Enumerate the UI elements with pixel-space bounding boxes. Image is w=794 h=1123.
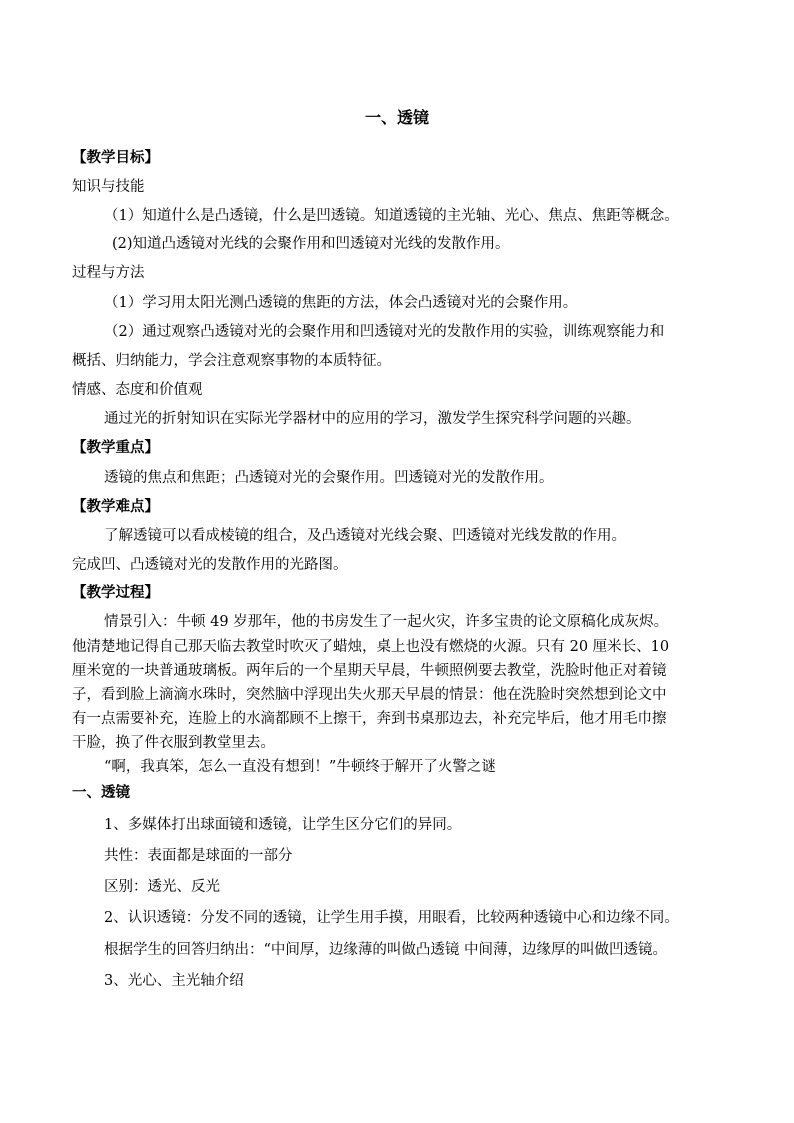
paragraph-line: 概括、归纳能力，学会注意观察事物的本质特征。 bbox=[72, 353, 391, 369]
paragraph-line: 共性：表面都是球面的一部分 bbox=[104, 848, 293, 864]
paragraph-line: 1、多媒体打出球面镜和透镜，让学生区分它们的异同。 bbox=[104, 817, 462, 833]
section-heading-lens: 一、透镜 bbox=[72, 785, 130, 801]
paragraph-line: (2)知道凸透镜对光线的会聚作用和凹透镜对光线的发散作用。 bbox=[112, 236, 510, 252]
paragraph-line: 通过光的折射知识在实际光学器材中的应用的学习，激发学生探究科学问题的兴趣。 bbox=[104, 411, 641, 427]
section-heading-difficulties: 【教学难点】 bbox=[72, 499, 159, 515]
paragraph-line: （1）学习用太阳光测凸透镜的焦距的方法，体会凸透镜对光的会聚作用。 bbox=[104, 295, 578, 311]
paragraph-line: 3、光心、主光轴介绍 bbox=[104, 973, 244, 989]
paragraph-line: 他清楚地记得自己那天临去教堂时吹灭了蜡烛，桌上也没有燃烧的火源。只有 20 厘米长、10 bbox=[72, 639, 670, 655]
paragraph-line: 了解透镜可以看成棱镜的组合，及凸透镜对光线会聚、凹透镜对光线发散的作用。 bbox=[104, 528, 626, 544]
subheading-knowledge-skills: 知识与技能 bbox=[72, 179, 145, 195]
paragraph-line: （2）通过观察凸透镜对光的会聚作用和凹透镜对光的发散作用的实验，训练观察能力和 bbox=[104, 324, 665, 340]
subheading-process-methods: 过程与方法 bbox=[72, 265, 145, 281]
section-heading-objectives: 【教学目标】 bbox=[72, 150, 159, 166]
subheading-attitude-values: 情感、态度和价值观 bbox=[72, 382, 203, 398]
section-heading-process: 【教学过程】 bbox=[72, 585, 159, 601]
paragraph-line: 干脸，换了件衣服到教堂里去。 bbox=[72, 735, 275, 751]
paragraph-line: （1）知道什么是凸透镜，什么是凹透镜。知道透镜的主光轴、光心、焦点、焦距等概念。 bbox=[104, 208, 679, 224]
paragraph-line: 完成凹、凸透镜对光的发散作用的光路图。 bbox=[72, 557, 348, 573]
section-heading-key-points: 【教学重点】 bbox=[72, 440, 159, 456]
paragraph-line: 根据学生的回答归纳出：“中间厚，边缘薄的叫做凸透镜 中间薄，边缘厚的叫做凹透镜。 bbox=[104, 942, 668, 958]
paragraph-line: 厘米宽的一块普通玻璃板。两年后的一个星期天早晨，牛顿照例要去教堂，洗脸时他正对着镜 bbox=[72, 663, 667, 679]
paragraph-line: 子，看到脸上滴滴水珠时，突然脑中浮现出失火那天早晨的情景：他在洗脸时突然想到论文中 bbox=[72, 687, 667, 703]
paragraph-line: 情景引入：牛顿 49 岁那年，他的书房发生了一起火灾，许多宝贵的论文原稿化成灰烬。 bbox=[104, 614, 669, 630]
paragraph-line: 2、认识透镜：分发不同的透镜，让学生用手摸，用眼看，比较两种透镜中心和边缘不同。 bbox=[104, 910, 679, 926]
paragraph-line: “啊，我真笨，怎么一直没有想到！”牛顿终于解开了火警之谜 bbox=[104, 759, 496, 775]
paragraph-line: 透镜的焦点和焦距；凸透镜对光的会聚作用。凹透镜对光的发散作用。 bbox=[104, 470, 554, 486]
paragraph-line: 区别：透光、反光 bbox=[104, 879, 220, 895]
paragraph-line: 有一点需要补充，连脸上的水滴都顾不上擦干，奔到书桌那边去，补充完毕后，他才用毛巾擦 bbox=[72, 711, 667, 727]
page-title: 一、透镜 bbox=[364, 108, 429, 127]
